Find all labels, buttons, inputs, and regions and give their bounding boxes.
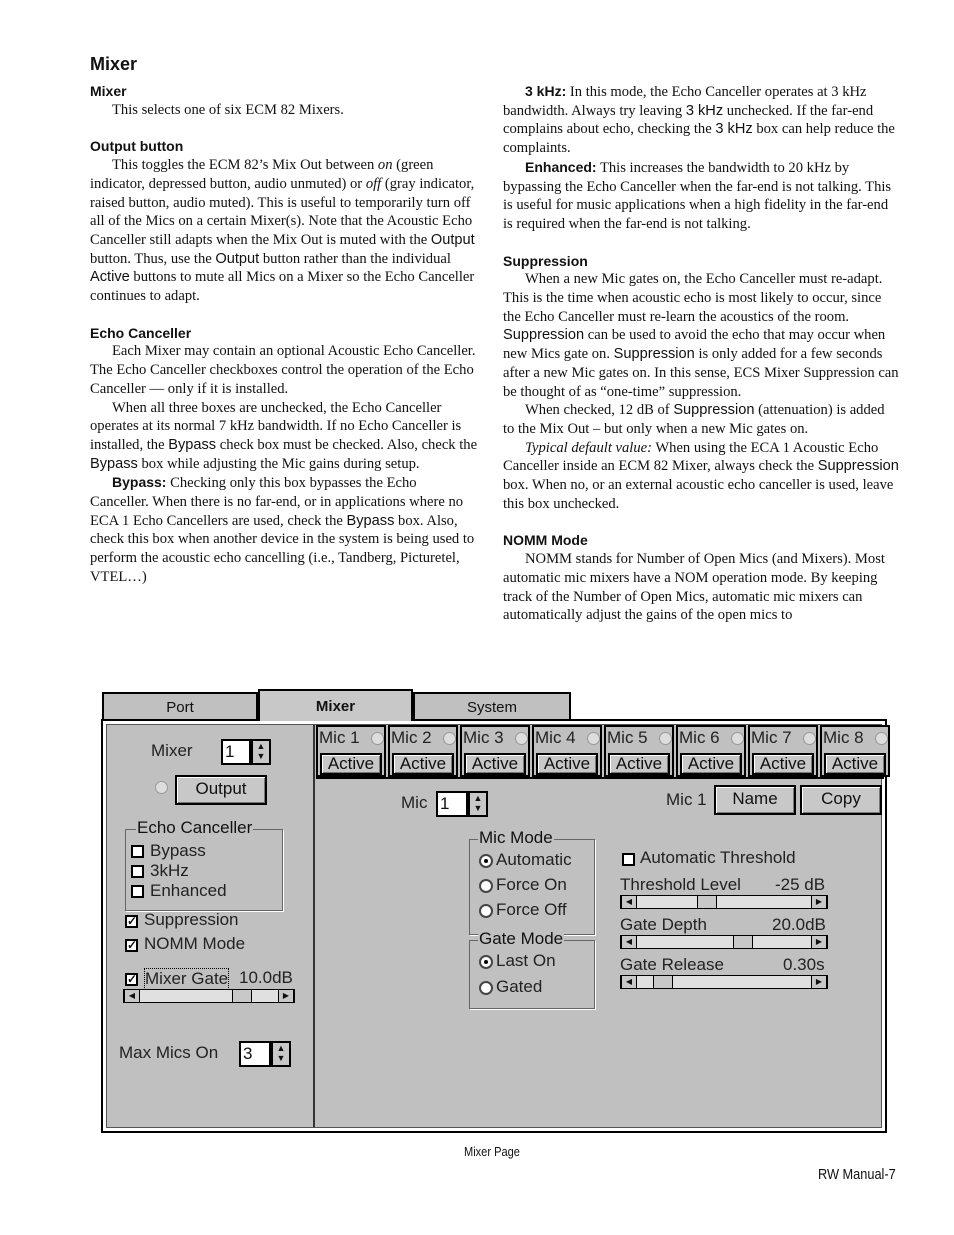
enhanced-checkbox[interactable] xyxy=(131,885,144,898)
threshold-level-value: -25 dB xyxy=(775,875,826,894)
nomm-mode-label: NOMM Mode xyxy=(144,934,246,953)
slider-right-arrow-icon[interactable]: ▶ xyxy=(811,936,827,948)
mic-1-box xyxy=(316,725,386,777)
enhanced-paragraph: Enhanced: This increases the bandwidth to 20 kHz by bypassing the Echo Canceller when the far-end is not talking. This is useful for music applications when a high fidelity in the far-end is required when the far-end is not talking. xyxy=(503,158,892,232)
threshold-level-label: Threshold Level xyxy=(620,875,741,894)
nomm-heading: NOMM Mode xyxy=(503,532,588,549)
echo-paragraph-2: When all three boxes are unchecked, the Echo Canceller operates at its normal 7 kHz bandwidth. If no Echo Canceller is installed, the Bypass check box must be checked. Also, check the Bypass box while adjusting the Mic gains during setup. xyxy=(90,399,478,472)
suppression-label: Suppression xyxy=(144,910,239,929)
gated-radio[interactable] xyxy=(479,981,493,995)
down-arrow-icon: ▼ xyxy=(256,751,266,761)
mixer-text: This selects one of six ECM 82 Mixers. xyxy=(112,101,344,118)
mixer-gate-checkbox[interactable]: ✓ xyxy=(127,972,138,986)
mic-7-active-button[interactable]: Active xyxy=(752,753,814,775)
gate-depth-value: 20.0dB xyxy=(772,915,826,934)
tab-port[interactable]: Port xyxy=(102,692,258,720)
down-arrow-icon: ▼ xyxy=(473,803,483,813)
nomm-paragraph: NOMM stands for Number of Open Mics (and Mixers). Most automatic mic mixers have a NOM operation mode. By keeping track of the Number of Open Mics, automatic mic mixers can automatically adjust the gains of the open mics to xyxy=(503,551,885,624)
slider-left-arrow-icon[interactable]: ◀ xyxy=(621,976,637,988)
mic-1-led xyxy=(371,732,384,745)
force-on-radio[interactable] xyxy=(479,879,493,893)
slider-left-arrow-icon[interactable]: ◀ xyxy=(621,896,637,908)
suppression-heading: Suppression xyxy=(503,252,588,269)
mixer-label: Mixer xyxy=(151,741,193,760)
down-arrow-icon: ▼ xyxy=(276,1053,286,1063)
gate-release-label: Gate Release xyxy=(620,955,724,974)
force-off-label: Force Off xyxy=(496,900,567,919)
mic-4-active-button[interactable]: Active xyxy=(536,753,598,775)
gate-depth-slider[interactable] xyxy=(620,935,828,949)
gated-label: Gated xyxy=(496,977,543,996)
output-paragraph: This toggles the ECM 82’s Mix Out between on (green indicator, depressed button, audio unmuted) or off (gray indicator, raised button, audio muted). This is useful to temporarily turn off all of the Mics on a certain Mixer(s). Note that the Acoustic Echo Canceller still adapts when the Mix Out is muted with the Output button. Thus, use the Output button rather than the individual Active buttons to mute all Mics on a Mixer so the Echo Canceller continues to adapt. xyxy=(90,157,475,305)
slider-right-arrow-icon[interactable]: ▶ xyxy=(811,976,827,988)
mic-7-led xyxy=(803,732,816,745)
mic-name-label: Mic 1 xyxy=(666,790,707,809)
slider-thumb[interactable] xyxy=(733,936,753,948)
last-on-radio[interactable] xyxy=(479,955,493,969)
page-number: RW Manual-7 xyxy=(818,1166,896,1183)
mic-select-spin-buttons[interactable] xyxy=(468,791,488,817)
mic-select-label: Mic xyxy=(401,793,428,812)
mic-4-label: Mic 4 xyxy=(535,728,576,747)
mic-2-active-button[interactable]: Active xyxy=(392,753,454,775)
mic-2-label: Mic 2 xyxy=(391,728,432,747)
mic-5-box xyxy=(604,725,674,777)
mixer-gate-label: Mixer Gate xyxy=(145,969,229,988)
bypass-paragraph: Bypass: Checking only this box bypasses the Echo Canceller. When there is no far-end, or in applications where no ECA 1 Echo Cancellers are used, check the Bypass box. Also, check this box when another device in the system is being used to perform the acoustic echo cancelling (i.e., Tandberg, Picturetel, VTEL…) xyxy=(90,474,475,585)
mic-mode-legend: Mic Mode xyxy=(479,828,553,847)
echo-canceller-legend: Echo Canceller xyxy=(137,818,253,837)
mic-4-box xyxy=(532,725,602,777)
mic-3-led xyxy=(515,732,528,745)
automatic-label: Automatic xyxy=(496,850,572,869)
suppression-checkbox[interactable]: ✓ xyxy=(127,914,138,928)
mic-8-box xyxy=(820,725,890,777)
left-column xyxy=(90,82,478,587)
mic-6-label: Mic 6 xyxy=(679,728,720,747)
mic-strip xyxy=(316,725,884,779)
figure-caption: Mixer Page xyxy=(464,1144,520,1159)
gate-release-slider[interactable] xyxy=(620,975,828,989)
3khz-checkbox[interactable] xyxy=(131,865,144,878)
3khz-label: 3kHz xyxy=(150,861,189,880)
mixer-page-screenshot xyxy=(101,689,887,1133)
mixer-spin-buttons[interactable] xyxy=(251,739,271,765)
automatic-radio[interactable] xyxy=(479,854,493,868)
khz-paragraph: 3 kHz: In this mode, the Echo Canceller operates at 3 kHz bandwidth. Always try leaving 3 kHz unchecked. If the far-end complains about echo, checking the 3 kHz box can help reduce the complaints. xyxy=(503,83,895,157)
mic-7-box xyxy=(748,725,818,777)
mic-7-label: Mic 7 xyxy=(751,728,792,747)
echo-canceller-group xyxy=(125,818,283,911)
mic-select-input[interactable]: 1 xyxy=(436,791,468,817)
mic-3-box xyxy=(460,725,530,777)
up-arrow-icon: ▲ xyxy=(256,741,266,751)
mic-mode-group xyxy=(469,828,595,935)
suppression-paragraph-3: Typical default value: When using the ECA 1 Acoustic Echo Canceller inside an ECM 82 Mixer, always check the Suppression box. When no, or an external acoustic echo canceller is used, leave this box unchecked. xyxy=(503,439,899,512)
gate-mode-legend: Gate Mode xyxy=(479,929,564,948)
mixer-gate-value: 10.0dB xyxy=(239,968,293,987)
slider-right-arrow-icon[interactable]: ▶ xyxy=(811,896,827,908)
slider-thumb[interactable] xyxy=(232,990,252,1002)
output-indicator-led xyxy=(155,781,168,794)
echo-paragraph-1: Each Mixer may contain an optional Acoustic Echo Canceller. The Echo Canceller checkboxes control the operation of the Echo Canceller — only if it is installed. xyxy=(90,343,476,397)
mic-settings-pane xyxy=(316,725,881,1127)
mixer-spin-input[interactable]: 1 xyxy=(221,739,251,765)
mic-6-box xyxy=(676,725,746,777)
suppression-paragraph-2: When checked, 12 dB of Suppression (attenuation) is added to the Mix Out – but only when a new Mic gates on. xyxy=(503,402,885,437)
enhanced-label: Enhanced xyxy=(150,881,227,900)
mic-6-led xyxy=(731,732,744,745)
mic-3-label: Mic 3 xyxy=(463,728,504,747)
echo-heading: Echo Canceller xyxy=(90,324,192,341)
slider-left-arrow-icon[interactable]: ◀ xyxy=(124,990,140,1002)
mic-5-led xyxy=(659,732,672,745)
mic-3-active-button[interactable]: Active xyxy=(464,753,526,775)
mic-8-led xyxy=(875,732,888,745)
mic-1-label: Mic 1 xyxy=(319,728,360,747)
gate-depth-label: Gate Depth xyxy=(620,915,707,934)
suppression-paragraph-1: When a new Mic gates on, the Echo Canceller must re-adapt. This is the time when acoustic echo is most likely to occur, since the Echo Canceller must re-learn the acoustics of the room. Suppression can be used to avoid the echo that may occur when new Mics gate on. Suppression is only added for a few seconds after a new Mic gates on. In this sense, ECS Mixer Suppression can be thought of as “one-time” suppression. xyxy=(503,271,899,400)
threshold-level-slider[interactable] xyxy=(620,895,828,909)
slider-right-arrow-icon[interactable]: ▶ xyxy=(278,990,294,1002)
up-arrow-icon: ▲ xyxy=(276,1043,286,1053)
tab-mixer[interactable]: Mixer xyxy=(258,689,413,721)
gate-release-value: 0.30s xyxy=(783,955,825,974)
max-mics-spin-input[interactable]: 3 xyxy=(239,1041,271,1067)
tab-system[interactable]: System xyxy=(413,692,571,720)
bypass-checkbox[interactable] xyxy=(131,845,144,858)
force-on-label: Force On xyxy=(496,875,567,894)
mic-5-label: Mic 5 xyxy=(607,728,648,747)
output-heading: Output button xyxy=(90,138,184,155)
auto-threshold-checkbox[interactable] xyxy=(622,853,635,866)
mic-8-label: Mic 8 xyxy=(823,728,864,747)
mic-5-active-button[interactable]: Active xyxy=(608,753,670,775)
last-on-label: Last On xyxy=(496,951,556,970)
section-title: Mixer xyxy=(90,54,138,74)
name-button[interactable]: Name xyxy=(714,785,796,815)
max-mics-label: Max Mics On xyxy=(119,1043,219,1062)
mic-2-led xyxy=(443,732,456,745)
mixer-heading: Mixer xyxy=(90,83,127,99)
mixer-settings-pane xyxy=(107,725,315,1127)
mixer-panel xyxy=(101,719,887,1133)
slider-left-arrow-icon[interactable]: ◀ xyxy=(621,936,637,948)
auto-threshold-label: Automatic Threshold xyxy=(640,848,796,867)
slider-thumb[interactable] xyxy=(697,896,717,908)
mixer-gate-slider[interactable] xyxy=(123,989,295,1003)
mic-6-active-button[interactable]: Active xyxy=(680,753,742,775)
max-mics-spin-buttons[interactable] xyxy=(271,1041,291,1067)
output-button[interactable]: Output xyxy=(175,775,267,805)
up-arrow-icon: ▲ xyxy=(473,793,483,803)
mic-4-led xyxy=(587,732,600,745)
mic-8-active-button[interactable]: Active xyxy=(824,753,886,775)
slider-thumb[interactable] xyxy=(653,976,673,988)
bypass-label: Bypass xyxy=(150,841,206,860)
gate-mode-group xyxy=(469,929,595,1009)
force-off-radio[interactable] xyxy=(479,904,493,918)
mic-1-active-button[interactable]: Active xyxy=(320,753,382,775)
mic-2-box xyxy=(388,725,458,777)
nomm-mode-checkbox[interactable]: ✓ xyxy=(127,938,138,952)
copy-button[interactable]: Copy xyxy=(800,785,882,815)
right-column xyxy=(503,82,899,625)
